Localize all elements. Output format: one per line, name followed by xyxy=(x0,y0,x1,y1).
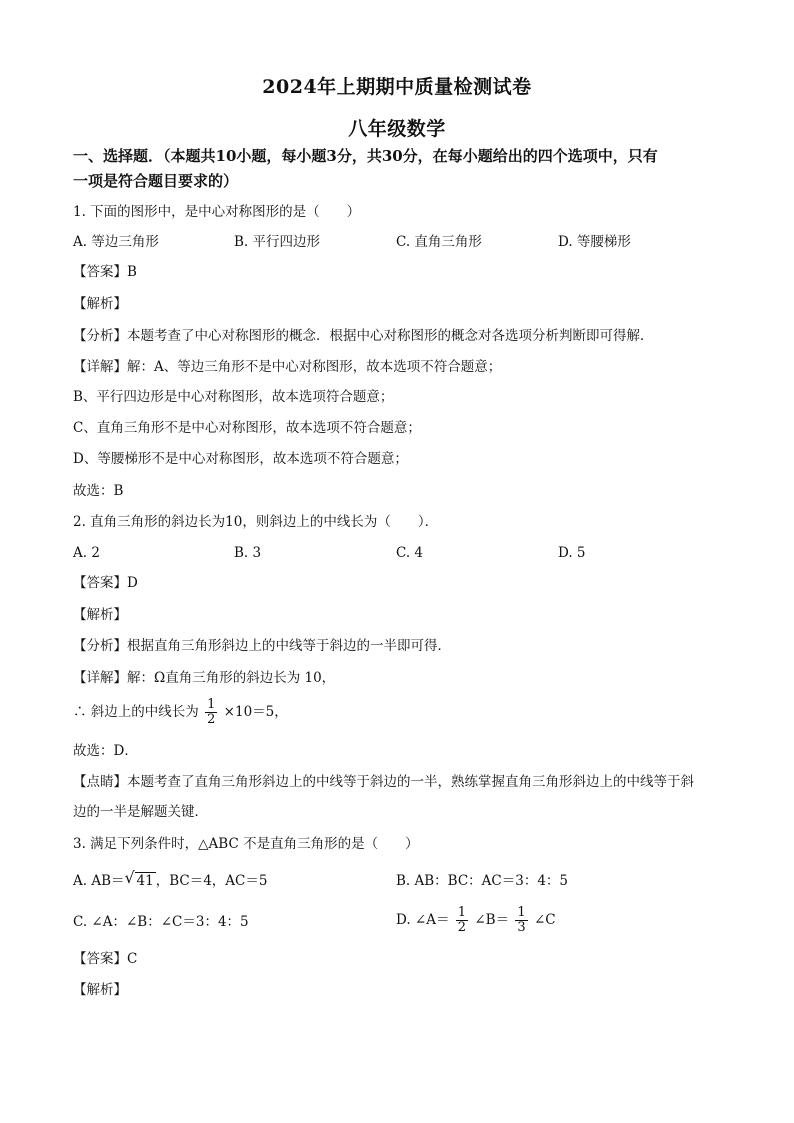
fraction xyxy=(456,906,468,935)
q1-xiangjie-3: C、直角三角形不是中心对称图形，故本选项不符合题意； xyxy=(73,420,421,436)
fraction-denominator: 3 xyxy=(517,920,526,935)
q2-analysis-label: 【解析】 xyxy=(73,607,127,623)
q1-fenxi: 【分析】本题考查了中心对称图形的概念．根据中心对称图形的概念对各选项分析判断即可得解． xyxy=(73,328,654,344)
q1-option-b: B. 平行四边形 xyxy=(234,234,321,250)
fraction-numerator: 1 xyxy=(207,697,216,712)
q2-xiangjie-1: 【详解】解：Ω直角三角形的斜边长为 10， xyxy=(73,670,336,686)
section-heading-cont: 一项是符合题目要求的） xyxy=(73,172,239,190)
q1-analysis-label: 【解析】 xyxy=(73,296,127,312)
fraction-numerator: 1 xyxy=(517,905,526,920)
q1-answer: 【答案】B xyxy=(73,264,137,280)
q1-option-d: D. 等腰梯形 xyxy=(558,234,631,250)
q2-option-a: A. 2 xyxy=(73,545,100,561)
q3-option-c: C. ∠A：∠B：∠C＝3：4：5 xyxy=(73,914,249,930)
q1-choose: 故选：B xyxy=(73,483,124,499)
q1-option-c: C. 直角三角形 xyxy=(396,234,482,250)
q3-option-d-suffix: ∠C xyxy=(533,912,556,928)
fraction xyxy=(515,906,527,935)
q2-answer: 【答案】D xyxy=(73,575,138,591)
sqrt-radicand: 41 xyxy=(136,873,154,889)
q2-xiangjie-2-prefix: ∴ 斜边上的中线长为 xyxy=(73,704,199,720)
q3-option-d xyxy=(396,906,556,935)
q3-option-d-prefix: D. ∠A＝ xyxy=(396,912,450,928)
q1-xiangjie-1: 【详解】解：A、等边三角形不是中心对称图形，故本选项不符合题意； xyxy=(73,359,502,375)
q2-option-b: B. 3 xyxy=(234,545,262,561)
q3-option-d-mid: ∠B＝ xyxy=(474,912,510,928)
q2-stem: 2. 直角三角形的斜边长为10，则斜边上的中线长为（ ）． xyxy=(73,514,439,530)
q1-xiangjie-2: B、平行四边形是中心对称图形，故本选项符合题意； xyxy=(73,389,394,405)
section-heading: 一、选择题．（本题共10小题，每小题3分，共30分，在每小题给出的四个选项中，只有 xyxy=(73,147,658,165)
q3-option-b: B. AB：BC：AC＝3：4：5 xyxy=(396,873,569,889)
fraction-denominator: 2 xyxy=(207,712,216,727)
q2-option-c: C. 4 xyxy=(396,545,424,561)
q2-choose: 故选：D． xyxy=(73,743,138,759)
page-subtitle: 八年级数学 xyxy=(348,118,446,140)
fraction-numerator: 1 xyxy=(457,905,467,920)
q2-fenxi: 【分析】根据直角三角形斜边上的中线等于斜边的一半即可得． xyxy=(73,638,451,654)
sqrt-symbol: √ 41 xyxy=(124,868,154,889)
q2-dianjing-1: 【点睛】本题考查了直角三角形斜边上的中线等于斜边的一半，熟练掌握直角三角形斜边上的中线等于斜 xyxy=(73,774,694,790)
fraction-denominator: 2 xyxy=(457,920,467,935)
q3-option-a-suffix: ，BC＝4，AC＝5 xyxy=(155,873,268,889)
q2-option-d: D. 5 xyxy=(558,545,586,561)
q3-option-a-prefix: A. AB＝ xyxy=(73,873,125,889)
q3-stem: 3. 满足下列条件时，△ABC 不是直角三角形的是（ ） xyxy=(73,836,419,852)
q3-analysis-label: 【解析】 xyxy=(73,982,127,998)
q1-stem: 1. 下面的图形中，是中心对称图形的是（ ） xyxy=(73,204,361,220)
page-title: 2024年上期期中质量检测试卷 xyxy=(262,76,532,98)
q3-answer: 【答案】C xyxy=(73,951,138,967)
q2-dianjing-2: 边的一半是解题关键． xyxy=(73,804,208,820)
q1-option-a: A. 等边三角形 xyxy=(73,234,159,250)
fraction xyxy=(205,698,217,727)
q2-xiangjie-2 xyxy=(73,698,288,727)
q1-xiangjie-4: D、等腰梯形不是中心对称图形，故本选项不符合题意； xyxy=(73,451,408,467)
q3-option-a xyxy=(73,868,268,890)
q2-xiangjie-2-suffix: ×10＝5， xyxy=(223,704,288,720)
